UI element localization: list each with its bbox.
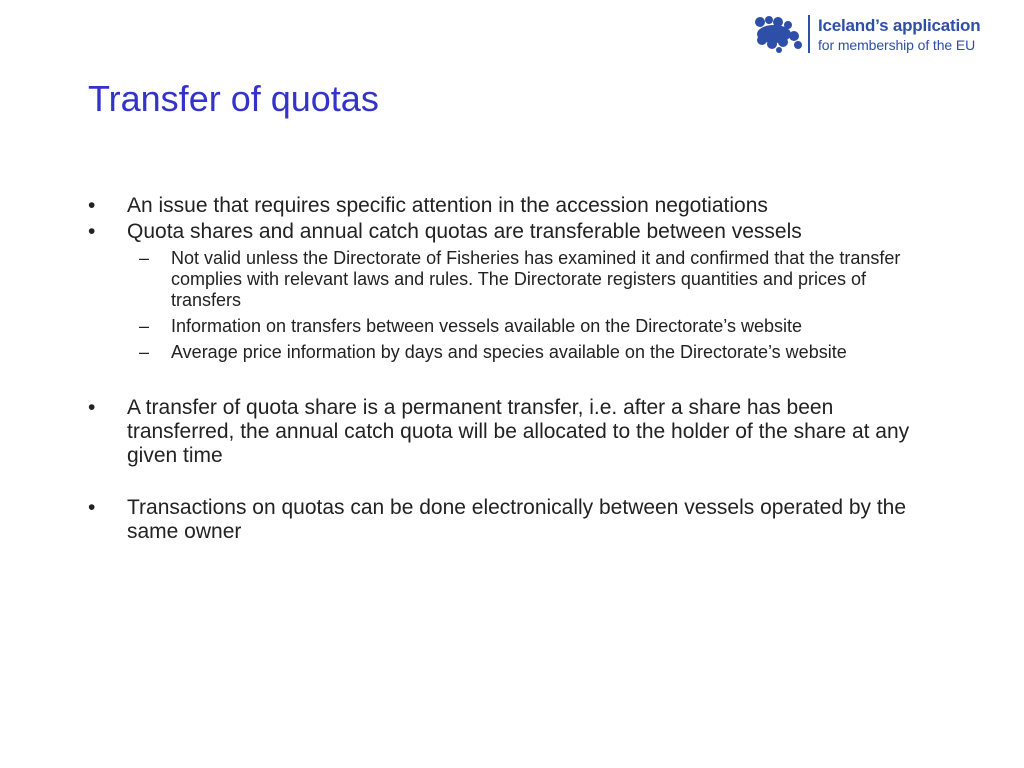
bullet-item	[86, 496, 936, 544]
sub-bullet-list	[86, 248, 936, 363]
logo	[752, 14, 980, 54]
bullet-marker: •	[88, 194, 96, 217]
sub-bullet-item	[139, 248, 936, 311]
slide-content	[86, 194, 936, 544]
sub-bullet-text: Not valid unless the Directorate of Fisheries has examined it and confirmed that the transfer complies with relevant laws and rules. The Directorate registers quantities and prices of transfers	[171, 248, 901, 310]
bullet-text: Transactions on quotas can be done electronically between vessels operated by the same owner	[127, 496, 907, 543]
bullet-marker: •	[88, 496, 96, 519]
logo-line-2: for membership of the EU	[818, 36, 976, 53]
sub-bullet-text: Average price information by days and species available on the Directorate’s website	[171, 342, 847, 362]
sub-bullet-marker: –	[139, 342, 150, 362]
sub-bullet-item	[139, 316, 936, 337]
bullet-text: An issue that requires specific attention in the accession negotiations	[127, 194, 768, 217]
bullet-text: A transfer of quota share is a permanent transfer, i.e. after a share has been transferred, the annual catch quota will be allocated to the holder of the share at any given time	[127, 396, 910, 467]
bullet-marker: •	[88, 396, 96, 419]
bullet-item	[86, 220, 936, 244]
logo-line-1: Iceland’s application	[818, 15, 981, 35]
bullet-marker: •	[88, 220, 96, 243]
slide-title: Transfer of quotas	[88, 78, 379, 119]
iceland-map-logo-icon	[752, 14, 804, 54]
bullet-item	[86, 396, 936, 468]
sub-bullet-marker: –	[139, 316, 150, 336]
sub-bullet-text: Information on transfers between vessels available on the Directorate’s website	[171, 316, 803, 336]
sub-bullet-item	[139, 342, 936, 363]
logo-text	[818, 17, 980, 52]
bullet-item	[86, 194, 936, 218]
bullet-text: Quota shares and annual catch quotas are transferable between vessels	[127, 220, 802, 243]
sub-bullet-marker: –	[139, 248, 150, 268]
logo-divider	[808, 15, 810, 53]
